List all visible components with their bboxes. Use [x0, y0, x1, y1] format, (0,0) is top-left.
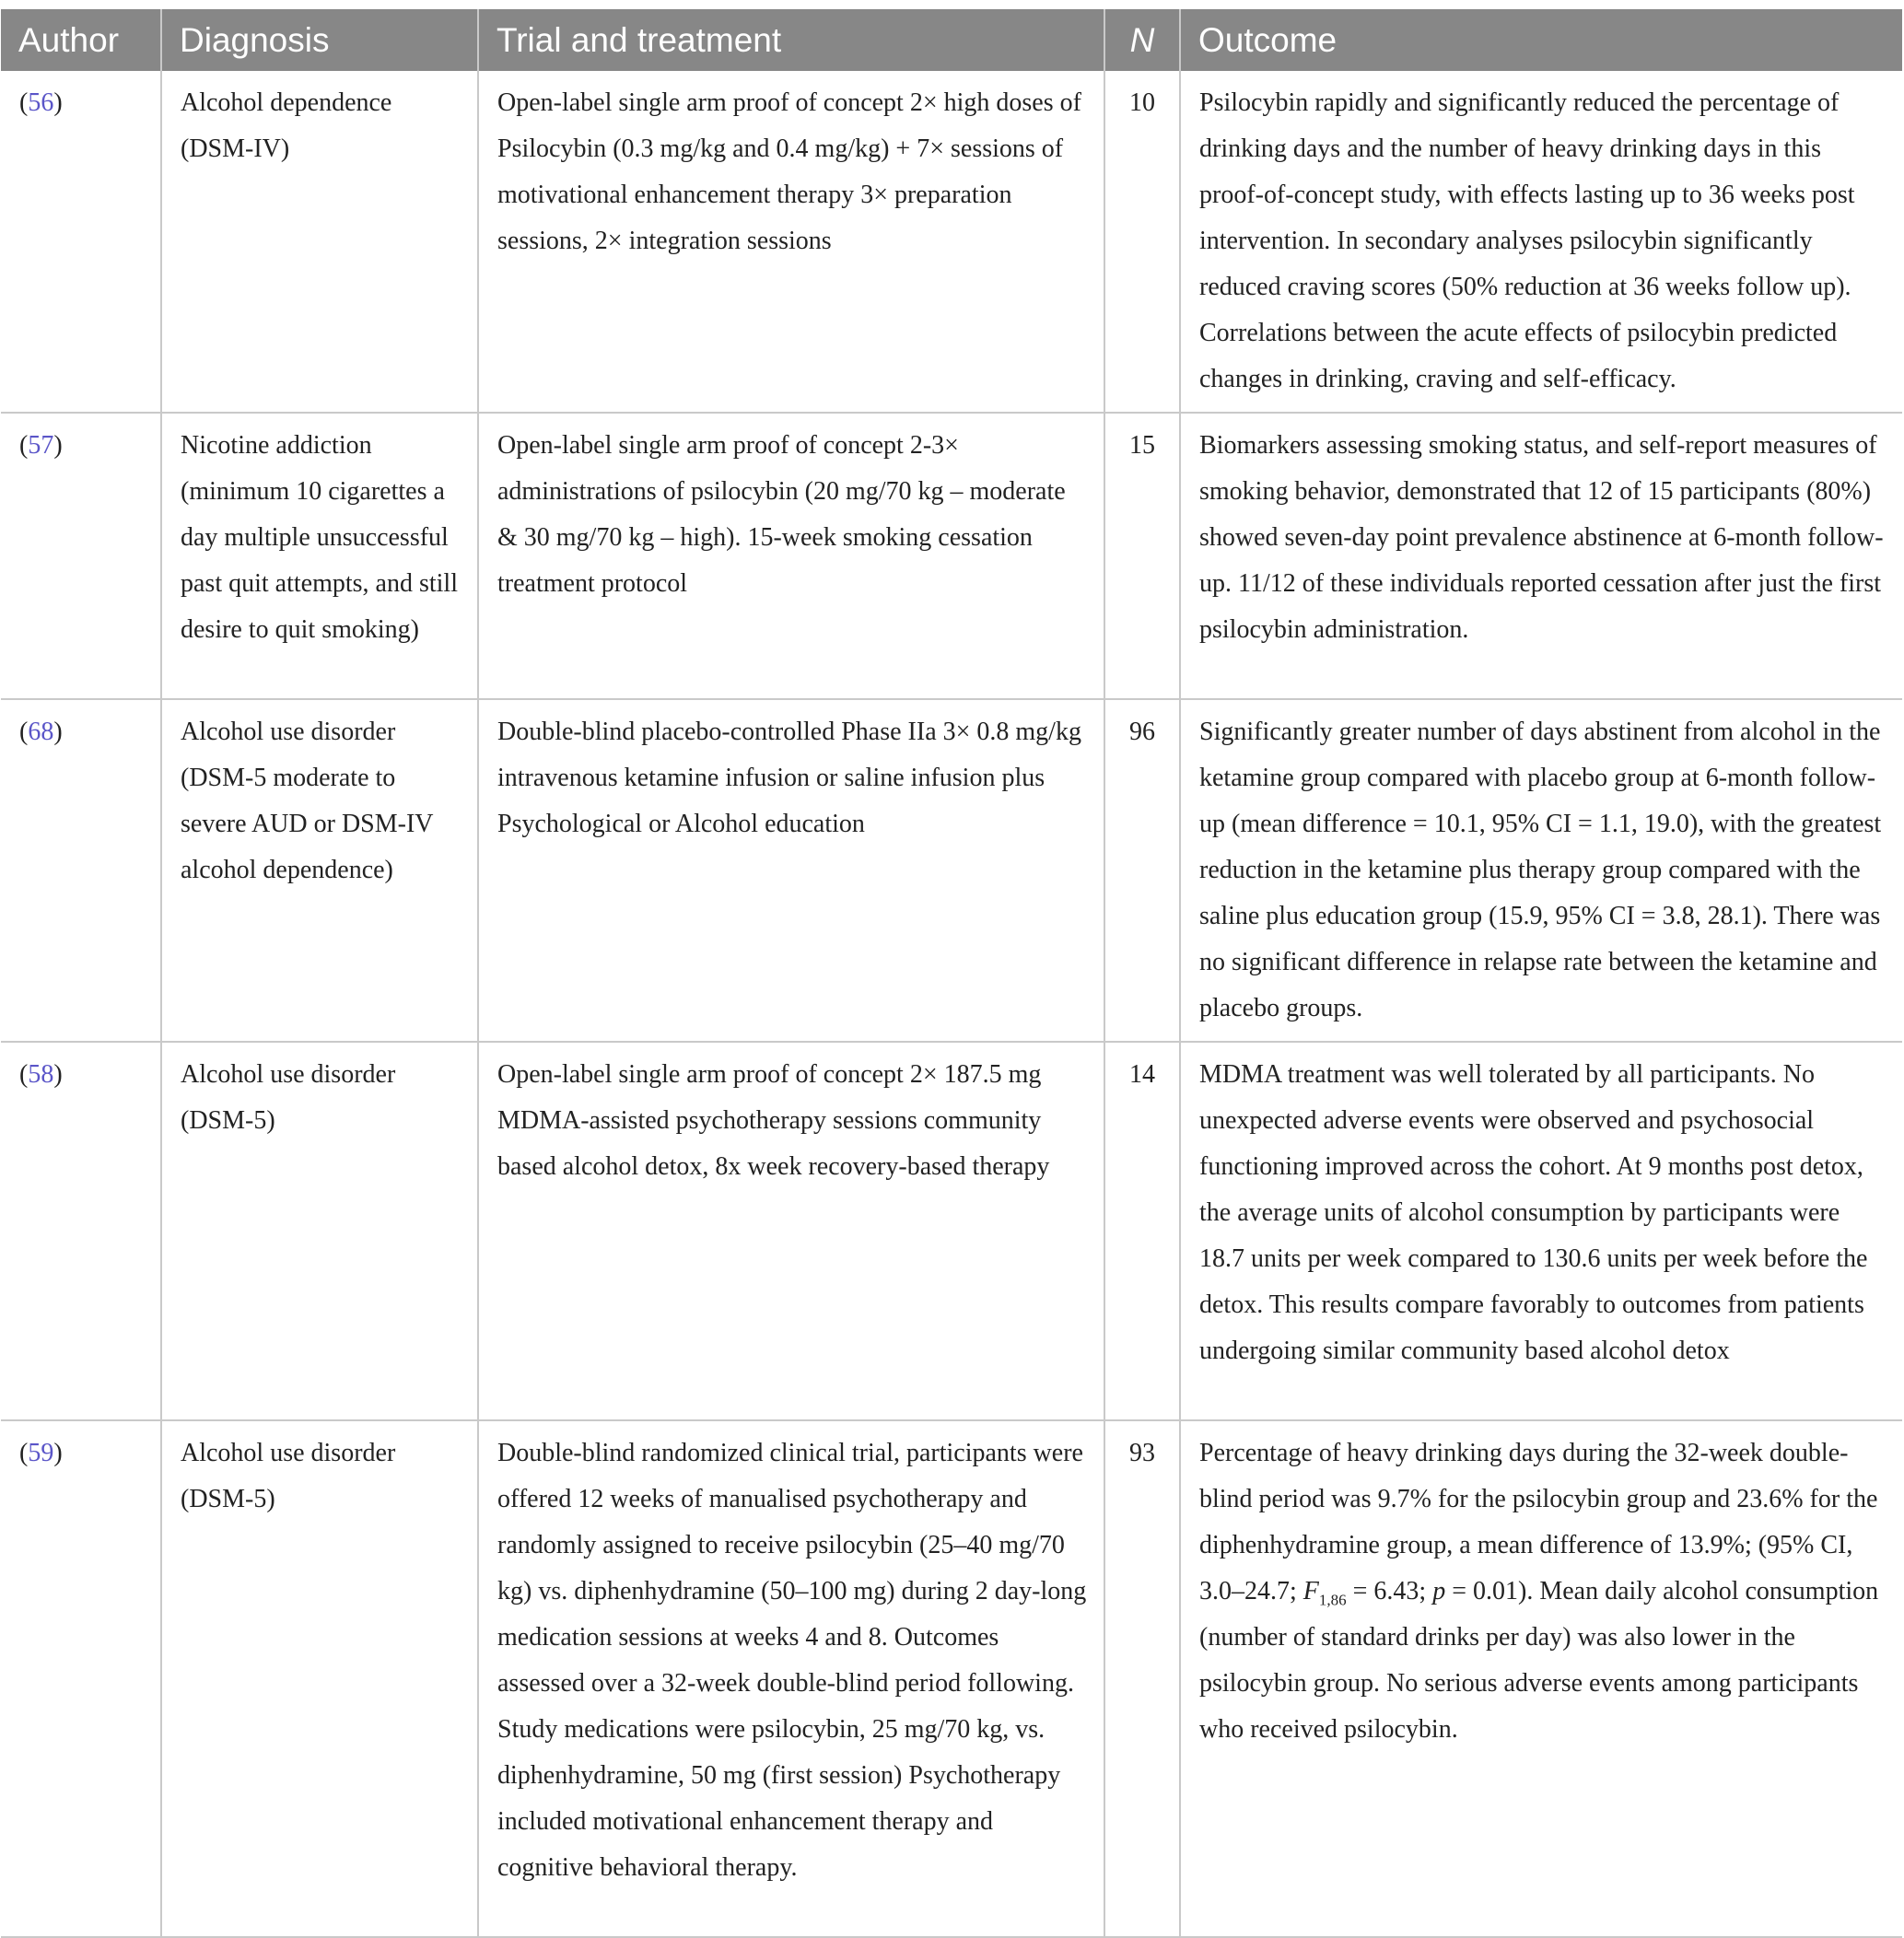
outcome-cell: Biomarkers assessing smoking status, and self-report measures of smoking behavior, demonstrated that 12 of 15 participants (80%) showed seven-day point prevalence abstinence at 6-month follow-up. 11/12 of these individuals reported cessation after just the first psilocybin administration. — [1180, 413, 1902, 699]
outcome-cell — [1180, 1420, 1902, 1937]
table-row — [1, 71, 1902, 413]
trial-cell: Double-blind randomized clinical trial, participants were offered 12 weeks of manualised psychotherapy and randomly assigned to receive psilocybin (25–40 mg/70 kg) vs. diphenhydramine (50–100 mg) during 2 day-long medication sessions at weeks 4 and 8. Outcomes assessed over a 32-week double-blind period following. Study medications were psilocybin, 25 mg/70 kg, vs. diphenhydramine, 50 mg (first session) Psychotherapy included motivational enhancement therapy and cognitive behavioral therapy. — [478, 1420, 1104, 1937]
outcome-text-part: = 6.43; — [1346, 1577, 1433, 1605]
reference-link[interactable]: 59 — [28, 1439, 54, 1467]
diagnosis-cell: Alcohol use disorder (DSM-5) — [161, 1420, 478, 1937]
author-cell: (57) — [1, 413, 161, 699]
n-cell: 93 — [1104, 1420, 1180, 1937]
table-header-row — [1, 9, 1902, 71]
table-row — [1, 699, 1902, 1042]
table-row — [1, 413, 1902, 699]
reference-link[interactable]: 58 — [28, 1060, 54, 1089]
table-row — [1, 1420, 1902, 1937]
diagnosis-cell: Nicotine addiction (minimum 10 cigarettes a day multiple unsuccessful past quit attempts, and still desire to quit smoking) — [161, 413, 478, 699]
author-cell: (56) — [1, 71, 161, 413]
header-author: Author — [1, 9, 161, 71]
table-row — [1, 1042, 1902, 1420]
diagnosis-cell: Alcohol use disorder (DSM-5 moderate to severe AUD or DSM-IV alcohol dependence) — [161, 699, 478, 1042]
author-cell: (68) — [1, 699, 161, 1042]
reference-link[interactable]: 56 — [28, 88, 54, 117]
outcome-text-part: = 0.01). Mean daily alcohol consumption (number of standard drinks per day) was also lower in the psilocybin group. No serious adverse events among participants who received psilocybin. — [1199, 1577, 1879, 1744]
header-n: N — [1104, 9, 1180, 71]
trial-cell: Open-label single arm proof of concept 2× 187.5 mg MDMA-assisted psychotherapy sessions community based alcohol detox, 8x week recovery-based therapy — [478, 1042, 1104, 1420]
outcome-cell: Significantly greater number of days abstinent from alcohol in the ketamine group compared with placebo group at 6-month follow-up (mean difference = 10.1, 95% CI = 1.1, 19.0), with the greatest reduction in the ketamine plus therapy group compared with the saline plus education group (15.9, 95% CI = 3.8, 28.1). There was no significant difference in relapse rate between the ketamine and placebo groups. — [1180, 699, 1902, 1042]
n-cell: 15 — [1104, 413, 1180, 699]
n-cell: 14 — [1104, 1042, 1180, 1420]
trial-cell: Open-label single arm proof of concept 2× high doses of Psilocybin (0.3 mg/kg and 0.4 mg/kg) + 7× sessions of motivational enhancement therapy 3× preparation sessions, 2× integration sessions — [478, 71, 1104, 413]
diagnosis-cell: Alcohol use disorder (DSM-5) — [161, 1042, 478, 1420]
outcome-cell: MDMA treatment was well tolerated by all participants. No unexpected adverse events were observed and psychosocial functioning improved across the cohort. At 9 months post detox, the average units of alcohol consumption by participants were 18.7 units per week compared to 130.6 units per week before the detox. This results compare favorably to outcomes from patients undergoing similar community based alcohol detox — [1180, 1042, 1902, 1420]
outcome-text-part: Percentage of heavy drinking days during the 32-week double-blind period was 9.7% for the psilocybin group and 23.6% for the diphenhydramine group, a mean difference of 13.9%; (95% CI, 3.0–24.7; — [1199, 1439, 1878, 1605]
header-diagnosis: Diagnosis — [161, 9, 478, 71]
studies-table — [1, 9, 1902, 1938]
outcome-cell: Psilocybin rapidly and significantly reduced the percentage of drinking days and the number of heavy drinking days in this proof-of-concept study, with effects lasting up to 36 weeks post intervention. In secondary analyses psilocybin significantly reduced craving scores (50% reduction at 36 weeks follow up). Correlations between the acute effects of psilocybin predicted changes in drinking, craving and self-efficacy. — [1180, 71, 1902, 413]
n-cell: 96 — [1104, 699, 1180, 1042]
f-statistic-symbol: F — [1302, 1577, 1319, 1605]
trial-cell: Open-label single arm proof of concept 2-3× administrations of psilocybin (20 mg/70 kg – moderate & 30 mg/70 kg – high). 15-week smoking cessation treatment protocol — [478, 413, 1104, 699]
author-cell: (58) — [1, 1042, 161, 1420]
author-cell: (59) — [1, 1420, 161, 1937]
header-trial: Trial and treatment — [478, 9, 1104, 71]
reference-link[interactable]: 57 — [28, 431, 54, 460]
p-value-symbol: p — [1432, 1577, 1446, 1605]
trial-cell: Double-blind placebo-controlled Phase IIa 3× 0.8 mg/kg intravenous ketamine infusion or saline infusion plus Psychological or Alcohol education — [478, 699, 1104, 1042]
n-cell: 10 — [1104, 71, 1180, 413]
header-outcome: Outcome — [1180, 9, 1902, 71]
f-statistic-df: 1,86 — [1318, 1591, 1347, 1609]
reference-link[interactable]: 68 — [28, 718, 54, 746]
diagnosis-cell: Alcohol dependence (DSM-IV) — [161, 71, 478, 413]
